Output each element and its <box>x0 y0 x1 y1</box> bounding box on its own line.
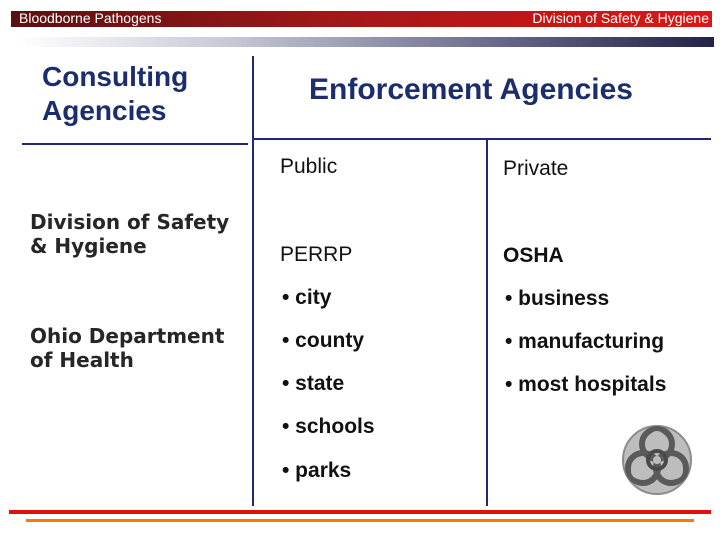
biohazard-icon <box>616 422 698 498</box>
private-item: • business <box>505 287 610 310</box>
public-heading: Public <box>280 155 338 178</box>
consulting-agencies-title: Consulting Agencies <box>42 61 189 126</box>
public-item: • state <box>282 372 345 395</box>
private-agency-osha: OSHA <box>503 244 564 267</box>
consulting-agency-dsh: Division of Safety & Hygiene <box>30 210 230 258</box>
heading-divider-right <box>252 138 711 140</box>
public-item: • parks <box>282 459 352 482</box>
consulting-agency-odh: Ohio Department of Health <box>30 324 225 372</box>
header-left-title: Bloodborne Pathogens <box>19 10 162 26</box>
footer-orange-rule <box>26 519 694 522</box>
column-divider-right <box>486 140 488 506</box>
public-item: • schools <box>282 415 375 438</box>
heading-divider-left <box>22 143 248 145</box>
private-item: • most hospitals <box>505 373 667 396</box>
public-item: • county <box>282 329 365 352</box>
enforcement-agencies-title: Enforcement Agencies <box>309 73 633 106</box>
header-bar <box>11 11 712 27</box>
column-divider-left <box>252 56 254 506</box>
private-heading: Private <box>503 157 569 180</box>
header-right-title: Division of Safety & Hygiene <box>532 10 709 26</box>
footer-red-rule <box>9 510 711 514</box>
private-item: • manufacturing <box>505 330 665 353</box>
public-item: • city <box>282 286 332 309</box>
public-agency-perrp: PERRP <box>280 243 353 266</box>
header-fade-divider <box>18 37 714 47</box>
